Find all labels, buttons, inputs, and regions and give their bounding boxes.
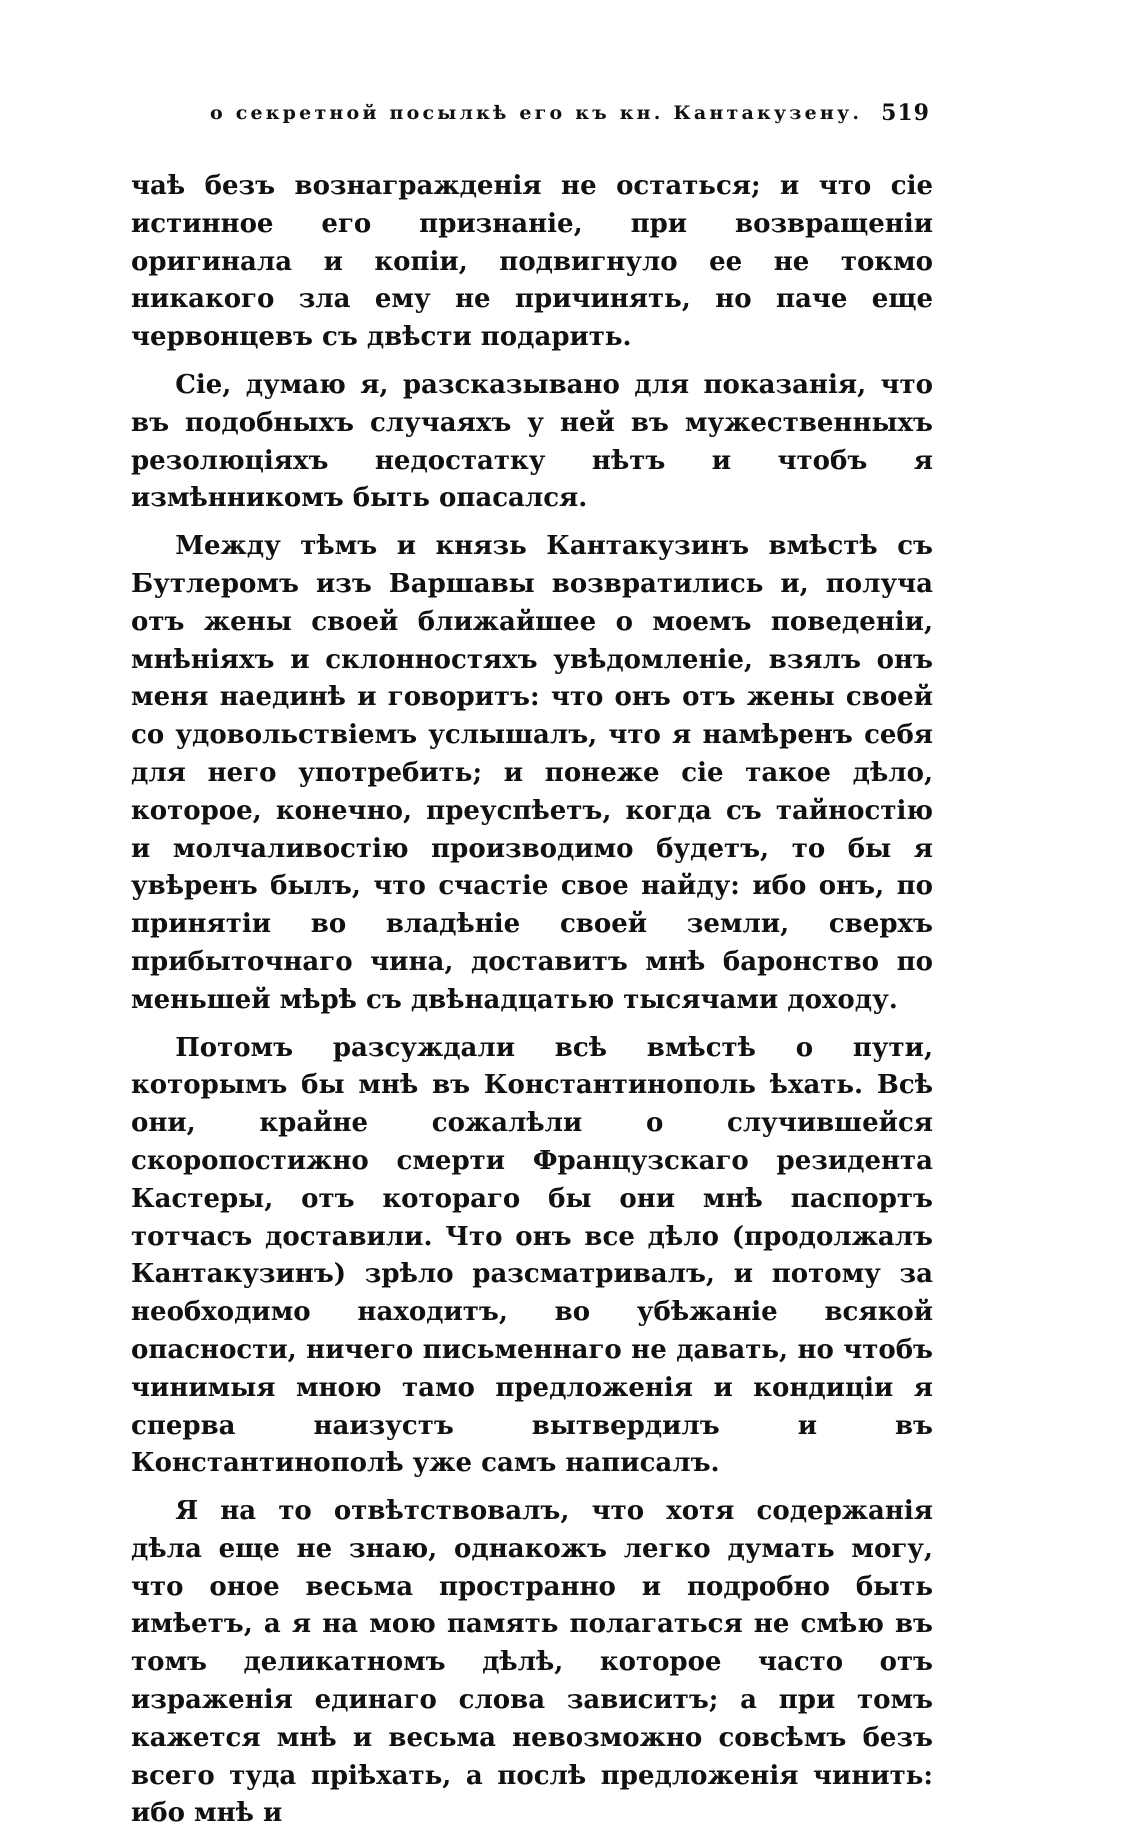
paragraph-2: Сіе, думаю я, разсказывано для показанія, что въ подобныхъ случаяхъ у ней въ мужественныхъ резолюціяхъ недостатку нѣтъ и чтобъ я измѣнникомъ быть опасался. bbox=[131, 369, 933, 514]
paragraph-3: Между тѣмъ и князь Кантакузинъ вмѣстѣ съ Бутлеромъ изъ Варшавы возвратились и, получа отъ жены своей ближайшее о моемъ поведеніи, мнѣніяхъ и склонностяхъ увѣдомленіе, взялъ онъ меня наединѣ и говоритъ: что онъ отъ жены своей со удовольствіемъ услышалъ, что я намѣренъ себя для него употребить; и понеже сіе такое дѣло, которое, конечно, преуспѣетъ, когда съ тайностію и молчаливостію производимо будетъ, то бы я увѣренъ былъ, что счастіе свое найду: ибо онъ, по принятіи во владѣніе своей земли, сверхъ прибыточнаго чина, доставитъ мнѣ баронство по меньшей мѣрѣ съ двѣнадцатью тысячами доходу. bbox=[131, 531, 933, 1015]
paragraph-1: чаѣ безъ вознагражденія не остаться; и что сіе истинное его признаніе, при возвращеніи оригинала и копіи, подвигнуло ее не токмо никакого зла ему не причинять, но паче еще червонцевъ съ двѣсти подарить. bbox=[131, 171, 933, 353]
running-title: о секретной посылкѣ его къ кн. Кантакузену. bbox=[210, 102, 863, 124]
paragraph-4: Потомъ разсуждали всѣ вмѣстѣ о пути, которымъ бы мнѣ въ Константинополь ѣхать. Всѣ они, крайне сожалѣли о случившейся скоропостижно смерти Французскаго резидента Кастеры, отъ котораго бы они мнѣ паспортъ тотчасъ доставили. Что онъ все дѣло (продолжалъ Кантакузинъ) зрѣло разсматривалъ, и потому за необходимо находитъ, во убѣжаніе всякой опасности, ничего письменнаго не давать, но чтобъ чинимыя мною тамо предложенія и кондиціи я сперва наизустъ вытвердилъ и въ Константинополѣ уже самъ написалъ. bbox=[131, 1032, 933, 1479]
text-body bbox=[131, 168, 933, 1843]
running-head bbox=[210, 96, 930, 136]
paragraph-5: Я на то отвѣтствовалъ, что хотя содержанія дѣла еще не знаю, однакожъ легко думать могу, что оное весьма пространно и подробно быть имѣетъ, а я на мою память полагаться не смѣю въ томъ деликатномъ дѣлѣ, которое часто отъ израженія единаго слова зависитъ; а при томъ кажется мнѣ и весьма невозможно совсѣмъ безъ всего туда пріѣхать, а послѣ предложенія чинить: ибо мнѣ и bbox=[131, 1496, 933, 1829]
page-number: 519 bbox=[881, 100, 930, 126]
